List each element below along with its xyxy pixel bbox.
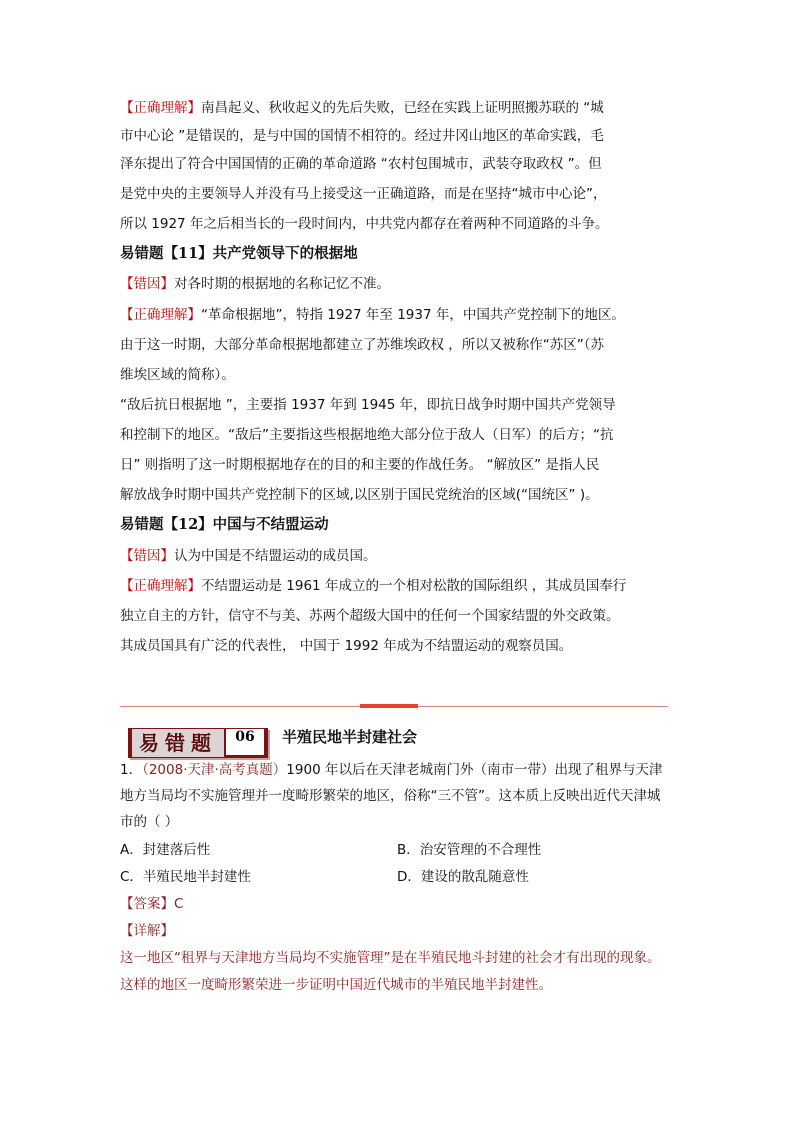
explanation-line: 这一地区“租界与天津地方当局均不实施管理”是在半殖民地斗封建的社会才有出现的现象。 xyxy=(120,950,661,966)
option-d: D．建设的散乱随意性 xyxy=(397,869,529,885)
explanation-tag: 【详解】 xyxy=(120,923,174,939)
paragraph-line: 由于这一时期，大部分革命根据地都建立了苏维埃政权 ，所以又被称作“苏区”（苏 xyxy=(120,337,605,353)
question-stem-line: 地方当局均不实施管理并一度畸形繁荣的地区，俗称“三不管”。这本质上反映出近代天津城 xyxy=(120,788,661,804)
error-cause-tag: 【错因】 xyxy=(120,548,174,564)
section-heading-11: 易错题【11】共产党领导下的根据地 xyxy=(120,245,358,262)
paragraph-line: 独立自主的方针，信守不与美、苏两个超级大国中的任何一个国家结盟的外交政策。 xyxy=(120,608,620,624)
paragraph-line: 是党中央的主要领导人并没有马上接受这一正确道路，而是在坚持“城市中心论”， xyxy=(120,186,607,202)
paragraph-line: 市中心论 ”是错误的，是与中国的国情不相符的。经过井冈山地区的革命实践，毛 xyxy=(120,128,604,144)
correct-understanding-tag: 【正确理解】 xyxy=(120,307,201,323)
paragraph-line: 所以 1927 年之后相当长的一段时间内，中共党内都存在着两种不同道路的斗争。 xyxy=(120,216,609,232)
answer-value: C xyxy=(174,896,184,912)
paragraph-line: 【正确理解】不结盟运动是 1961 年成立的一个相对松散的国际组织 ，其成员国奉行 xyxy=(120,578,627,594)
answer-line xyxy=(120,894,183,914)
answer-tag: 【答案】 xyxy=(120,896,174,912)
error-cause-line: 【错因】认为中国是不结盟运动的成员国。 xyxy=(120,548,377,564)
paragraph-line: 解放战争时期中国共产党控制下的区域,以区别于国民党统治的区域(“国统区” )。 xyxy=(120,487,599,503)
option-c: C．半殖民地半封建性 xyxy=(120,869,251,885)
question-stem-line: 市的（ ） xyxy=(120,814,179,830)
paragraph-line: 维埃区域的简称）。 xyxy=(120,367,235,383)
option-b: B．治安管理的不合理性 xyxy=(397,842,542,858)
question-stem-line: 1．（2008·天津·高考真题）1900 年以后在天津老城南门外（南市一带）出现了租界与天津 xyxy=(120,762,663,778)
correct-understanding-tag: 【正确理解】 xyxy=(120,100,201,116)
paragraph-line: “敌后抗日根据地 ”，主要指 1937 年到 1945 年，即抗日战争时期中国共产党领导 xyxy=(120,397,616,413)
error-cause-tag: 【错因】 xyxy=(120,276,174,292)
section-title: 半殖民地半封建社会 xyxy=(282,728,418,746)
divider-accent xyxy=(360,704,418,708)
explanation-line: 这样的地区一度畸形繁荣进一步证明中国近代城市的半殖民地半封建性。 xyxy=(120,977,552,993)
section-heading-12: 易错题【12】中国与不结盟运动 xyxy=(120,516,329,533)
paragraph-line: 和控制下的地区。“敌后”主要指这些根据地绝大部分位于敌人（日军）的后方；“抗 xyxy=(120,427,614,443)
option-a: A．封建落后性 xyxy=(120,842,211,858)
paragraph-text: 南昌起义、秋收起义的先后失败，已经在实践上证明照搬苏联的 “城 xyxy=(201,100,604,116)
question-number: 1． xyxy=(120,762,143,778)
paragraph-line xyxy=(120,98,604,118)
paragraph-line: 日” 则指明了这一时期根据地存在的目的和主要的作战任务。 “解放区” 是指人民 xyxy=(120,457,600,473)
paragraph-line: 【正确理解】“革命根据地”，特指 1927 年至 1937 年，中国共产党控制下的地区。 xyxy=(120,307,625,323)
paragraph-line: 泽东提出了符合中国国情的正确的革命道路 “农村包围城市，武装夺取政权 ”。但 xyxy=(120,156,602,172)
question-source: （2008·天津·高考真题） xyxy=(142,762,287,778)
error-cause-line: 【错因】对各时期的根据地的名称记忆不准。 xyxy=(120,276,390,292)
correct-understanding-tag: 【正确理解】 xyxy=(120,578,201,594)
paragraph-line: 其成员国具有广泛的代表性， 中国于 1992 年成为不结盟运动的观察员国。 xyxy=(120,638,573,654)
section-badge-number: 06 xyxy=(226,729,264,755)
section-badge-label: 易错题 xyxy=(132,729,224,757)
